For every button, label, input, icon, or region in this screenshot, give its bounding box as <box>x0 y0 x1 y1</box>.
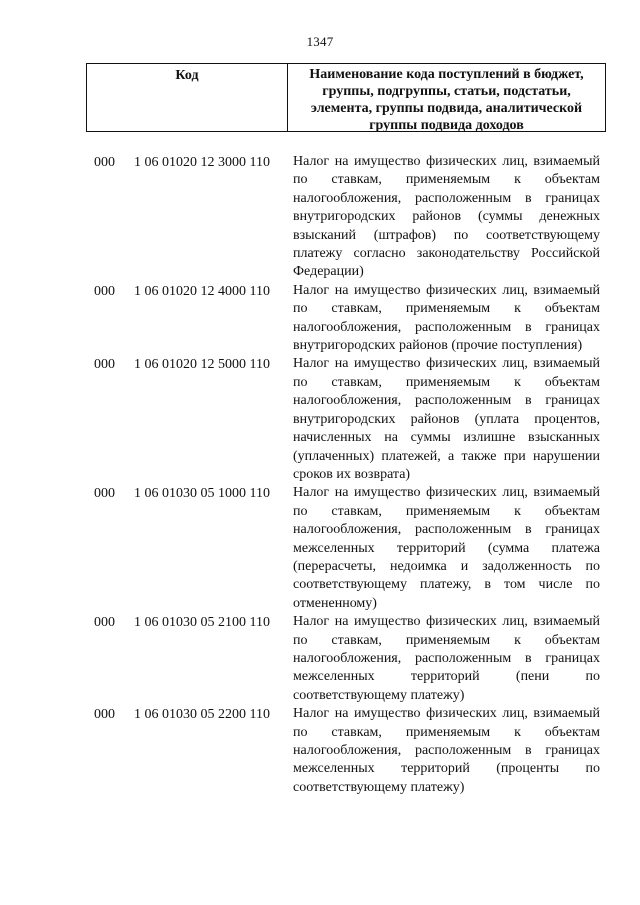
table-row <box>0 153 640 282</box>
table-row <box>0 705 640 797</box>
table-row <box>0 613 640 705</box>
table-row <box>0 484 640 613</box>
revenue-description: Налог на имущество физических лиц, взимаемый по ставкам, применяемым к объектам налогообложения, расположенным в границах межселенных территорий (проценты по соответствующему платежу) <box>293 706 600 795</box>
revenue-code: 1 06 01020 12 5000 110 <box>134 357 270 373</box>
table-row <box>0 355 640 484</box>
revenue-code: 1 06 01020 12 4000 110 <box>134 283 270 299</box>
revenue-description: Налог на имущество физических лиц, взимаемый по ставкам, применяемым к объектам налогообложения, расположенным в границах внутригородских районов (прочие поступления) <box>293 282 600 354</box>
revenue-code: 1 06 01020 12 3000 110 <box>134 155 270 170</box>
admin-code: 000 <box>94 155 115 170</box>
header-code: Код <box>87 64 288 131</box>
table-header <box>86 63 606 132</box>
revenue-description: Налог на имущество физических лиц, взимаемый по ставкам, применяемым к объектам налогообложения, расположенным в границах внутригородских районов (суммы денежных взысканий (штрафов) по соответствующему платежу согласно законодательству Российской Федерации) <box>293 154 600 280</box>
revenue-description: Налог на имущество физических лиц, взимаемый по ставкам, применяемым к объектам налогообложения, расположенным в границах межселенных территорий (сумма платежа (перерасчеты, недоимка и задолженность по соответствующему платежу, в том числе по отмененному) <box>293 485 600 611</box>
revenue-description: Налог на имущество физических лиц, взимаемый по ставкам, применяемым к объектам налогообложения, расположенным в границах внутригородских районов (уплата процентов, начисленных на суммы излишне взысканных (уплаченных) платежей, а также при нарушении сроков их возврата) <box>293 356 600 482</box>
table-row <box>0 282 640 356</box>
header-name: Наименование кода поступлений в бюджет, группы, подгруппы, статьи, подстатьи, элемента, группы подвида, аналитической группы подвида доходов <box>309 67 584 133</box>
admin-code: 000 <box>94 707 115 723</box>
page-number: 1347 <box>306 34 334 49</box>
admin-code: 000 <box>94 486 115 502</box>
revenue-description: Налог на имущество физических лиц, взимаемый по ставкам, применяемым к объектам налогообложения, расположенным в границах межселенных территорий (пени по соответствующему платежу) <box>293 614 600 703</box>
admin-code: 000 <box>94 615 115 631</box>
revenue-code: 1 06 01030 05 2200 110 <box>134 707 270 723</box>
revenue-codes-list <box>0 153 640 797</box>
revenue-code: 1 06 01030 05 2100 110 <box>134 615 270 631</box>
revenue-code: 1 06 01030 05 1000 110 <box>134 486 270 502</box>
admin-code: 000 <box>94 283 115 299</box>
admin-code: 000 <box>94 357 115 373</box>
